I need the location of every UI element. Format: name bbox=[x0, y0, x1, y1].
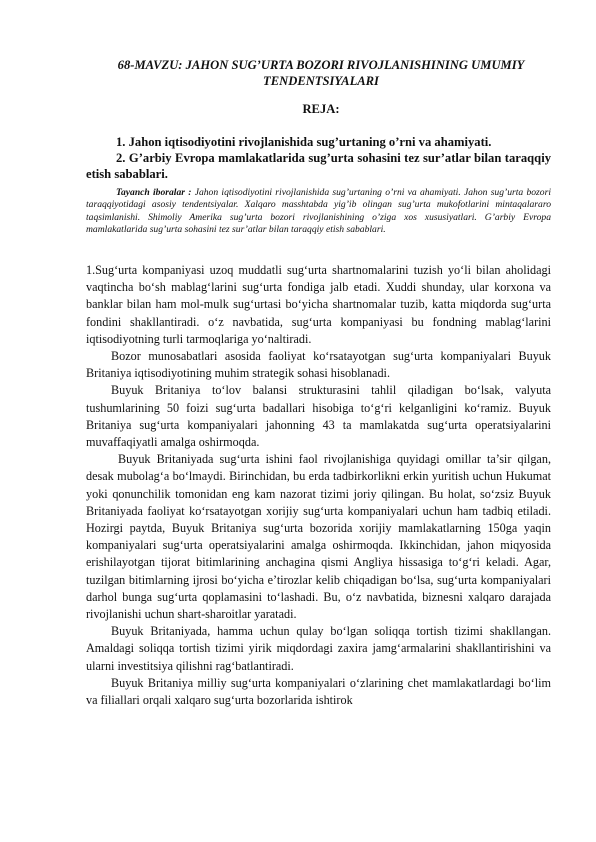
keywords-text: Jahon iqtisodiyotini rivojlanishida sug’urtaning o’rni va ahamiyati. Jahon sug’urta bozori taraqqiyotidagi asosiy tendentsiyalar. Xalqaro masshtabda yig’ib olingan sug’urta mukofotlarini mintaqalararo taqsimlanishi. Shimoliy Amerika sug’urta bozori rivojlanishining o’ziga xos xususiyatlari. G’arbiy Evropa mamlakatlarida sug’urta sohasini tez sur’atlar bilan taraqqiy etish sabablari. bbox=[86, 187, 551, 236]
plan-list bbox=[86, 134, 551, 182]
body-paragraph-6: Buyuk Britaniya milliy sug‘urta kompaniyalari o‘zlarining chet mamlakatlardagi bo‘lim va filiallari orqali xalqaro sug‘urta bozorlarida ishtirok bbox=[86, 675, 551, 708]
body-paragraph-4: Buyuk Britaniyada sug‘urta ishini faol rivojlanishiga quyidagi omillar ta’sir qilgan, desak mubolag‘a bo‘lmaydi. Birinchidan, bu erda tadbirkorlikni erkin yuritish uchun Hukumat yoki qonunchilik tomonidan eng kam nazorat tizimi joriy qilingan. Bu holat, so‘zsiz Buyuk Britaniyada faoliyat ko‘rsatayotgan xorijiy sug‘urta kompaniyalari uchun ham tadbiq etiladi. Hozirgi paytda, Buyuk Britaniya sug‘urta bozorida xorijiy mamlakatlarning 150ga yaqin kompaniyalari sug‘urta operatsiyalarini amalga oshirmoqda. Ikkinchidan, jahon miqyosida erishilayotgan tijorat bitimlarining anchagina qismi Angliya hissasiga to‘g‘ri keladi. Agar, tuzilgan bitimlarning ijrosi bo‘yicha e’tirozlar kelib chiqadigan bo‘lsa, sug‘urta kompaniyalari darhol bunga sug‘urta qoplamasini to‘lashadi. Bu, o‘z navbatida, biznesni xalqaro darajada rivojlanishi uchun shart-sharoitlar yaratadi. bbox=[86, 452, 551, 622]
plan-heading: REJA: bbox=[302, 102, 340, 116]
page-title: 68-MAVZU: JAHON SUG’URTA BOZORI RIVOJLANISHINING UMUMIY TENDENTSIYALARI bbox=[117, 58, 525, 88]
body-paragraph-3: Buyuk Britaniya to‘lov balansi strukturasini tahlil qiladigan bo‘lsak, valyuta tushumlarining 50 foizi sug‘urta badallari hisobiga to‘g‘ri kelganligini ko‘ramiz. Buyuk Britaniya sug‘urta kompaniyalari jahonning 43 ta mamlakatda sug‘urta operatsiyalarini muvaffaqiyatli amalga oshirmoqda. bbox=[86, 383, 551, 450]
body-text bbox=[86, 262, 551, 709]
keywords-label: Tayanch iboralar : bbox=[116, 187, 192, 198]
keywords-block bbox=[86, 187, 551, 237]
body-paragraph-1: 1.Sug‘urta kompaniyasi uzoq muddatli sug‘urta shartnomalarini tuzish yo‘li bilan aholidagi vaqtincha bo‘sh mablag‘larini sug‘urta fondiga jalb etadi. Xuddi shunday, ular korxona va banklar bilan ham mol-mulk sug‘urtasi bo‘yicha shartnomalar tuzib, katta miqdorda sug‘urta fondini shakllantiradi. o‘z navbatida, sug‘urta kompaniyasi bu fondning mablag‘larini iqtisodiyotning turli tarmoqlariga yo‘naltiradi. bbox=[86, 263, 551, 346]
plan-item-1: 1. Jahon iqtisodiyotini rivojlanishida sug’urtaning o’rni va ahamiyati. bbox=[116, 135, 492, 149]
plan-item-2: 2. G’arbiy Evropa mamlakatlarida sug’urta sohasini tez sur’atlar bilan taraqqiy etish sabablari. bbox=[86, 151, 551, 181]
keywords-paragraph bbox=[86, 187, 551, 237]
body-paragraph-5: Buyuk Britaniyada, hamma uchun qulay bo‘lgan soliqqa tortish tizimi shakllangan. Amaldagi soliqqa tortish tizimi yirik miqdordagi zaxira jamg‘armalarini shakllantirishini va ularni investitsiya qilishni rag‘batlantiradi. bbox=[86, 624, 551, 673]
body-paragraph-2: Bozor munosabatlari asosida faoliyat ko‘rsatayotgan sug‘urta kompaniyalari Buyuk Britaniya iqtisodiyotining muhim strategik sohasi hisoblanadi. bbox=[86, 349, 551, 381]
